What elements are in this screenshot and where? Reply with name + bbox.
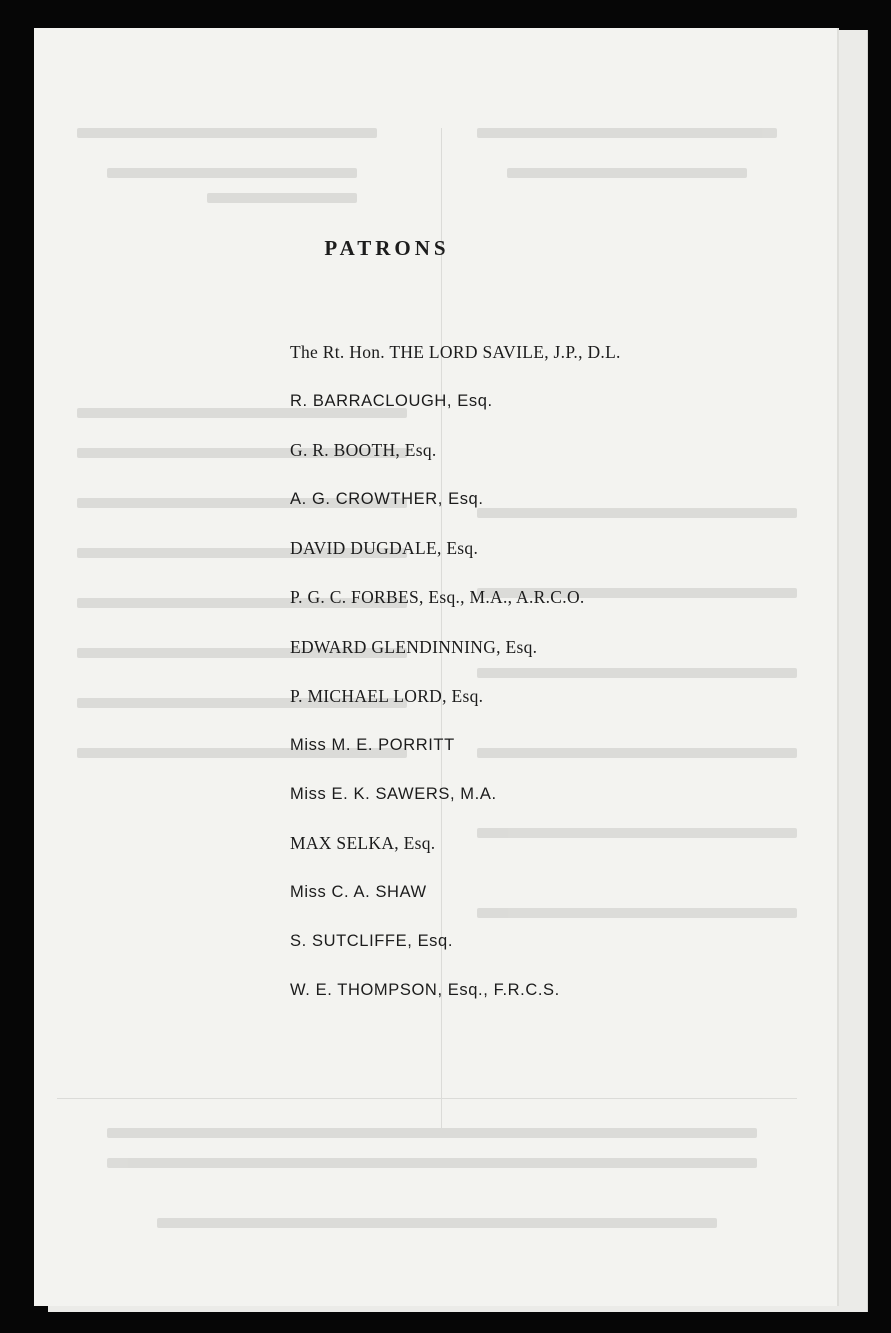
patron-item: Miss E. K. SAWERS, M.A. [290,784,497,803]
patrons-heading: PATRONS [324,236,450,260]
patron-item: S. SUTCLIFFE, Esq. [290,932,453,951]
programme-page [34,28,837,1306]
patron-item: W. E. THOMPSON, Esq., F.R.C.S. [290,981,560,1000]
patron-item: Miss C. A. SHAW [290,883,427,902]
patron-item: MAX SELKA, Esq. [290,832,436,853]
patron-list [290,340,621,1027]
patron-item: A. G. CROWTHER, Esq. [290,490,484,509]
patron-item: P. MICHAEL LORD, Esq. [290,685,484,706]
patron-item: DAVID DUGDALE, Esq. [290,538,479,559]
patron-item: EDWARD GLENDINNING, Esq. [290,636,538,657]
patron-item: P. G. C. FORBES, Esq., M.A., A.R.C.O. [290,587,585,608]
patron-item: The Rt. Hon. THE LORD SAVILE, J.P., D.L. [290,342,621,362]
patron-item: Miss M. E. PORRITT [290,735,455,754]
patron-item: R. BARRACLOUGH, Esq. [290,392,493,411]
patron-item: G. R. BOOTH, Esq. [290,440,437,461]
